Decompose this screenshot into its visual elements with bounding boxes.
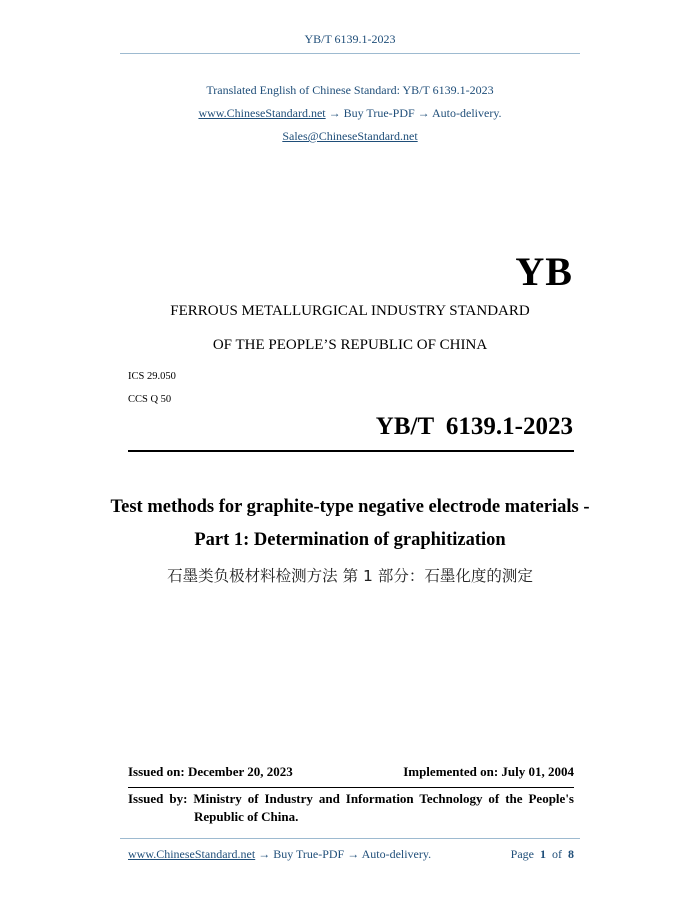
page-current: 1 bbox=[540, 847, 546, 861]
promo-email-link[interactable]: Sales@ChineseStandard.net bbox=[282, 129, 418, 143]
footer-site-link[interactable]: www.ChineseStandard.net bbox=[128, 847, 256, 861]
page-label: Page bbox=[510, 847, 534, 861]
promo-email-line bbox=[0, 129, 700, 144]
implemented-date: Implemented on: July 01, 2004 bbox=[403, 764, 574, 779]
footer-buy-line bbox=[128, 847, 431, 862]
issued-by-block bbox=[128, 790, 574, 826]
industry-standard-line-2: OF THE PEOPLE’S REPUBLIC OF CHINA bbox=[212, 337, 488, 353]
header-standard-code: YB/T 6139.1-2023 bbox=[304, 32, 396, 46]
header-divider bbox=[120, 53, 580, 54]
promo-site-link[interactable]: www.ChineseStandard.net bbox=[198, 106, 326, 120]
promo-translation-line: Translated English of Chinese Standard: YB/T 6139.1-2023 bbox=[206, 83, 494, 97]
footer-buy-text: → Buy True-PDF → Auto-delivery. bbox=[255, 847, 432, 861]
issued-by-line-1: Issued by: Ministry of Industry and Information Technology of the People's bbox=[128, 791, 574, 806]
document-title-line-2: Part 1: Determination of graphitization bbox=[194, 530, 506, 550]
promo-buy-line bbox=[0, 106, 700, 121]
document-title-chinese: 石墨类负极材料检测方法 第 1 部分：石墨化度的测定 bbox=[167, 567, 533, 585]
dates-row bbox=[128, 764, 574, 780]
title-divider bbox=[128, 450, 574, 452]
promo-buy-text: → Buy True-PDF → Auto-delivery. bbox=[325, 106, 502, 120]
document-title-line-1: Test methods for graphite-type negative electrode materials - bbox=[110, 497, 590, 517]
dates-divider bbox=[128, 787, 574, 788]
page-total: 8 bbox=[568, 847, 574, 861]
yb-code-logo: YB bbox=[515, 249, 573, 294]
footer-divider bbox=[120, 838, 580, 839]
industry-standard-line-1: FERROUS METALLURGICAL INDUSTRY STANDARD bbox=[170, 303, 530, 319]
page-indicator bbox=[511, 847, 574, 862]
standard-number: YB/T 6139.1-2023 bbox=[375, 413, 573, 440]
issued-date: Issued on: December 20, 2023 bbox=[128, 764, 293, 779]
page-of: of bbox=[552, 847, 562, 861]
ccs-code: CCS Q 50 bbox=[128, 394, 172, 405]
issued-by-line-2: Republic of China. bbox=[194, 809, 299, 824]
ics-code: ICS 29.050 bbox=[128, 371, 176, 382]
footer bbox=[128, 847, 574, 862]
